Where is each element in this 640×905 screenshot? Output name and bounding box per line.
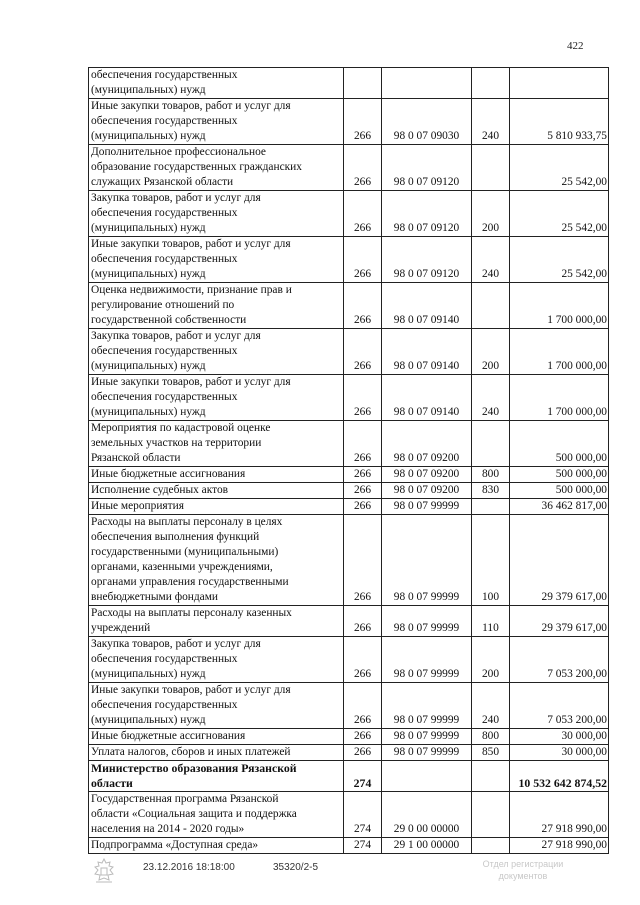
cell-vr: 850: [472, 745, 510, 761]
table-row: [89, 637, 609, 683]
cell-vr: 240: [472, 99, 510, 145]
cell-sum: 500 000,00: [510, 467, 609, 483]
cell-csr: 98 0 07 09200: [382, 483, 472, 499]
cell-vr: 100: [472, 515, 510, 606]
cell-csr: 98 0 07 09140: [382, 329, 472, 375]
cell-name: Оценка недвижимости, признание прав и регулирование отношений по государственной собственности: [89, 283, 344, 329]
cell-grbs: 266: [344, 237, 382, 283]
cell-grbs: 266: [344, 467, 382, 483]
cell-grbs: 266: [344, 375, 382, 421]
cell-sum: 500 000,00: [510, 483, 609, 499]
cell-grbs: 266: [344, 483, 382, 499]
cell-vr: [472, 792, 510, 838]
cell-sum: 30 000,00: [510, 745, 609, 761]
cell-csr: 98 0 07 09120: [382, 191, 472, 237]
cell-vr: [472, 421, 510, 467]
table-row: [89, 467, 609, 483]
cell-name: Иные бюджетные ассигнования: [89, 729, 344, 745]
cell-name: Мероприятия по кадастровой оценке земельных участков на территории Рязанской области: [89, 421, 344, 467]
cell-vr: [472, 499, 510, 515]
cell-grbs: 274: [344, 761, 382, 792]
cell-name: Иные бюджетные ассигнования: [89, 467, 344, 483]
cell-csr: 98 0 07 09140: [382, 283, 472, 329]
table-row: [89, 729, 609, 745]
cell-vr: 800: [472, 467, 510, 483]
cell-name: Иные закупки товаров, работ и услуг для обеспечения государственных (муниципальных) нужд: [89, 683, 344, 729]
cell-csr: 29 0 00 00000: [382, 792, 472, 838]
registration-date: 23.12.2016 18:18:00: [143, 862, 235, 873]
cell-sum: 27 918 990,00: [510, 792, 609, 838]
cell-vr: [472, 145, 510, 191]
table-row: [89, 237, 609, 283]
table-row: [89, 68, 609, 99]
stamp-line-1: Отдел регистрации: [482, 859, 564, 869]
cell-vr: 200: [472, 329, 510, 375]
cell-sum: 30 000,00: [510, 729, 609, 745]
cell-grbs: 266: [344, 683, 382, 729]
table-row: [89, 761, 609, 792]
cell-name: Подпрограмма «Доступная среда»: [89, 838, 344, 854]
cell-grbs: 266: [344, 637, 382, 683]
cell-grbs: 266: [344, 145, 382, 191]
budget-table-body: [89, 68, 609, 854]
table-row: [89, 499, 609, 515]
table-row: [89, 329, 609, 375]
cell-grbs: 266: [344, 745, 382, 761]
cell-csr: 98 0 07 09120: [382, 145, 472, 191]
cell-csr: 98 0 07 09120: [382, 237, 472, 283]
cell-grbs: 266: [344, 191, 382, 237]
table-row: [89, 483, 609, 499]
cell-vr: 240: [472, 375, 510, 421]
table-row: [89, 283, 609, 329]
cell-csr: 29 1 00 00000: [382, 838, 472, 854]
cell-vr: 110: [472, 606, 510, 637]
cell-csr: 98 0 07 99999: [382, 515, 472, 606]
cell-vr: 800: [472, 729, 510, 745]
registration-stamp: [448, 858, 598, 882]
cell-csr: [382, 761, 472, 792]
cell-name: Иные закупки товаров, работ и услуг для обеспечения государственных (муниципальных) нужд: [89, 375, 344, 421]
cell-csr: 98 0 07 99999: [382, 683, 472, 729]
registration-code: 35320/2-5: [273, 862, 319, 873]
cell-sum: 7 053 200,00: [510, 683, 609, 729]
cell-sum: 10 532 642 874,52: [510, 761, 609, 792]
cell-name: Государственная программа Рязанской области «Социальная защита и поддержка населения на 2014 - 2020 годы»: [89, 792, 344, 838]
cell-grbs: 266: [344, 515, 382, 606]
coat-of-arms-icon: [92, 858, 116, 884]
cell-sum: 7 053 200,00: [510, 637, 609, 683]
cell-name: Расходы на выплаты персоналу казенных учреждений: [89, 606, 344, 637]
cell-vr: 240: [472, 237, 510, 283]
cell-vr: 830: [472, 483, 510, 499]
cell-csr: [382, 68, 472, 99]
cell-name: Закупка товаров, работ и услуг для обеспечения государственных (муниципальных) нужд: [89, 329, 344, 375]
cell-name: Иные закупки товаров, работ и услуг для обеспечения государственных (муниципальных) нужд: [89, 237, 344, 283]
page-number: 422: [567, 40, 584, 52]
cell-name: Министерство образования Рязанской области: [89, 761, 344, 792]
cell-name: Уплата налогов, сборов и иных платежей: [89, 745, 344, 761]
cell-csr: 98 0 07 09030: [382, 99, 472, 145]
cell-vr: 200: [472, 637, 510, 683]
cell-grbs: 274: [344, 838, 382, 854]
table-row: [89, 421, 609, 467]
cell-grbs: 266: [344, 499, 382, 515]
cell-vr: [472, 761, 510, 792]
table-row: [89, 375, 609, 421]
cell-csr: 98 0 07 99999: [382, 729, 472, 745]
cell-grbs: 266: [344, 729, 382, 745]
cell-sum: [510, 68, 609, 99]
cell-csr: 98 0 07 09140: [382, 375, 472, 421]
cell-vr: [472, 68, 510, 99]
cell-grbs: 266: [344, 283, 382, 329]
cell-sum: 500 000,00: [510, 421, 609, 467]
cell-csr: 98 0 07 99999: [382, 499, 472, 515]
cell-sum: 1 700 000,00: [510, 329, 609, 375]
cell-sum: 29 379 617,00: [510, 606, 609, 637]
cell-sum: 25 542,00: [510, 237, 609, 283]
cell-grbs: 266: [344, 421, 382, 467]
page-footer: [0, 858, 640, 898]
cell-sum: 36 462 817,00: [510, 499, 609, 515]
cell-name: Закупка товаров, работ и услуг для обеспечения государственных (муниципальных) нужд: [89, 191, 344, 237]
cell-vr: 200: [472, 191, 510, 237]
table-row: [89, 683, 609, 729]
cell-grbs: [344, 68, 382, 99]
cell-sum: 1 700 000,00: [510, 283, 609, 329]
cell-sum: 27 918 990,00: [510, 838, 609, 854]
cell-vr: [472, 283, 510, 329]
cell-csr: 98 0 07 99999: [382, 606, 472, 637]
table-row: [89, 145, 609, 191]
cell-csr: 98 0 07 99999: [382, 745, 472, 761]
budget-table: [88, 67, 609, 854]
cell-grbs: 274: [344, 792, 382, 838]
table-row: [89, 99, 609, 145]
cell-csr: 98 0 07 09200: [382, 421, 472, 467]
cell-vr: [472, 838, 510, 854]
cell-name: Исполнение судебных актов: [89, 483, 344, 499]
cell-name: Иные закупки товаров, работ и услуг для обеспечения государственных (муниципальных) нужд: [89, 99, 344, 145]
table-row: [89, 792, 609, 838]
cell-sum: 29 379 617,00: [510, 515, 609, 606]
cell-sum: 25 542,00: [510, 191, 609, 237]
table-row: [89, 515, 609, 606]
table-row: [89, 838, 609, 854]
cell-csr: 98 0 07 99999: [382, 637, 472, 683]
cell-grbs: 266: [344, 329, 382, 375]
cell-sum: 5 810 933,75: [510, 99, 609, 145]
cell-csr: 98 0 07 09200: [382, 467, 472, 483]
stamp-line-2: документов: [498, 871, 548, 881]
table-row: [89, 606, 609, 637]
table-row: [89, 191, 609, 237]
cell-vr: 240: [472, 683, 510, 729]
cell-name: обеспечения государственных (муниципальных) нужд: [89, 68, 344, 99]
cell-name: Иные мероприятия: [89, 499, 344, 515]
cell-sum: 1 700 000,00: [510, 375, 609, 421]
cell-name: Расходы на выплаты персоналу в целях обеспечения выполнения функций государственными (муниципальными) органами, казенными учреждениями, органами управления государственными внебюджетными фондами: [89, 515, 344, 606]
cell-sum: 25 542,00: [510, 145, 609, 191]
table-row: [89, 745, 609, 761]
cell-name: Дополнительное профессиональное образование государственных гражданских служащих Рязанской области: [89, 145, 344, 191]
cell-grbs: 266: [344, 606, 382, 637]
cell-name: Закупка товаров, работ и услуг для обеспечения государственных (муниципальных) нужд: [89, 637, 344, 683]
cell-grbs: 266: [344, 99, 382, 145]
